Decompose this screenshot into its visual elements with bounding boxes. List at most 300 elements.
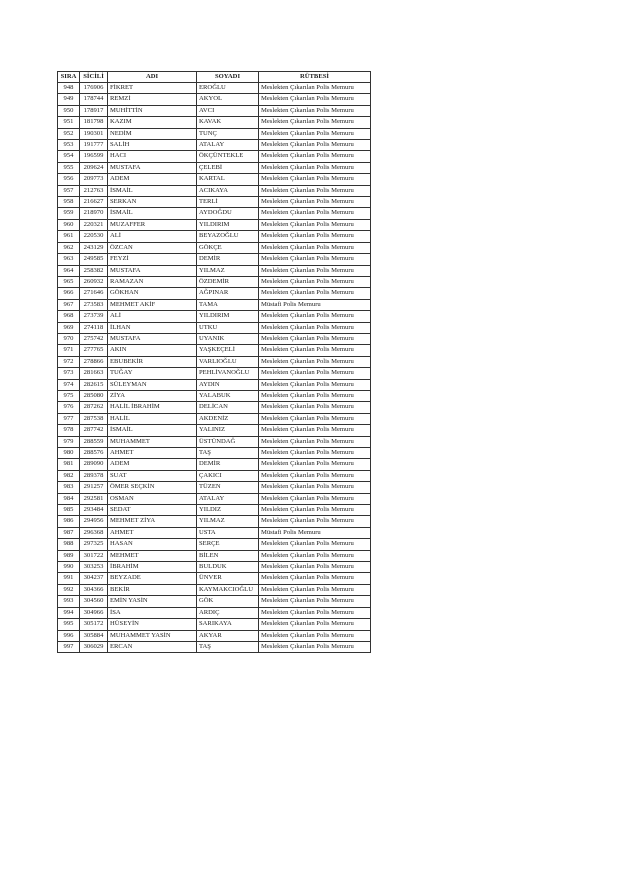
header-sira: SIRA [58,72,80,83]
table-row [58,322,371,333]
cell-sira: 950 [58,105,80,116]
cell-sira: 986 [58,516,80,527]
cell-sicili: 275742 [80,333,108,344]
cell-soyadi: TAŞ [197,448,259,459]
cell-soyadi: ÜNVER [197,573,259,584]
cell-adi: İBRAHİM [108,562,197,573]
cell-rutbesi: Meslekten Çıkarılan Polis Memuru [259,288,371,299]
cell-rutbesi: Meslekten Çıkarılan Polis Memuru [259,630,371,641]
cell-sicili: 218970 [80,208,108,219]
cell-sira: 980 [58,448,80,459]
cell-soyadi: AYDIN [197,379,259,390]
cell-rutbesi: Meslekten Çıkarılan Polis Memuru [259,562,371,573]
table-row [58,265,371,276]
cell-sira: 993 [58,596,80,607]
cell-adi: GÖKHAN [108,288,197,299]
table-row [58,448,371,459]
cell-sicili: 220321 [80,219,108,230]
cell-adi: SALİH [108,140,197,151]
table-row [58,493,371,504]
cell-rutbesi: Meslekten Çıkarılan Polis Memuru [259,356,371,367]
cell-soyadi: AKDENİZ [197,413,259,424]
cell-sicili: 243129 [80,242,108,253]
cell-sira: 976 [58,402,80,413]
cell-adi: MEHMET ZİYA [108,516,197,527]
cell-adi: BEYZADE [108,573,197,584]
cell-soyadi: ÇELEBİ [197,162,259,173]
cell-soyadi: BEYAZOĞLU [197,231,259,242]
header-soyadi: SOYADI [197,72,259,83]
cell-sicili: 176906 [80,83,108,94]
cell-sira: 997 [58,641,80,652]
cell-sicili: 190301 [80,128,108,139]
cell-rutbesi: Müstafi Polis Memuru [259,299,371,310]
cell-soyadi: YILMAZ [197,516,259,527]
cell-sira: 951 [58,117,80,128]
table-row [58,208,371,219]
table-row [58,584,371,595]
table-row [58,288,371,299]
cell-soyadi: YILMAZ [197,265,259,276]
table-row [58,505,371,516]
table-body [58,83,371,653]
table-row [58,619,371,630]
table-row [58,333,371,344]
cell-sicili: 212763 [80,185,108,196]
cell-sira: 984 [58,493,80,504]
cell-rutbesi: Meslekten Çıkarılan Polis Memuru [259,448,371,459]
cell-sira: 988 [58,539,80,550]
table-row [58,174,371,185]
table-row [58,117,371,128]
cell-sira: 975 [58,390,80,401]
cell-sira: 987 [58,527,80,538]
cell-sira: 983 [58,482,80,493]
table-row [58,231,371,242]
cell-rutbesi: Meslekten Çıkarılan Polis Memuru [259,390,371,401]
cell-sira: 952 [58,128,80,139]
cell-adi: İSA [108,607,197,618]
cell-rutbesi: Meslekten Çıkarılan Polis Memuru [259,596,371,607]
cell-adi: MUHAMMET YASİN [108,630,197,641]
cell-rutbesi: Meslekten Çıkarılan Polis Memuru [259,94,371,105]
cell-rutbesi: Meslekten Çıkarılan Polis Memuru [259,550,371,561]
cell-rutbesi: Meslekten Çıkarılan Polis Memuru [259,573,371,584]
cell-soyadi: UTKU [197,322,259,333]
cell-rutbesi: Meslekten Çıkarılan Polis Memuru [259,516,371,527]
cell-soyadi: DELİCAN [197,402,259,413]
table-row [58,402,371,413]
cell-rutbesi: Meslekten Çıkarılan Polis Memuru [259,322,371,333]
cell-sicili: 305884 [80,630,108,641]
cell-soyadi: YILDIRIM [197,219,259,230]
cell-rutbesi: Müstafi Polis Memuru [259,527,371,538]
cell-soyadi: SARIKAYA [197,619,259,630]
cell-rutbesi: Meslekten Çıkarılan Polis Memuru [259,470,371,481]
cell-soyadi: EROĞLU [197,83,259,94]
cell-sicili: 282615 [80,379,108,390]
cell-soyadi: TERLİ [197,197,259,208]
cell-adi: BEKİR [108,584,197,595]
table-row [58,242,371,253]
cell-adi: ADEM [108,174,197,185]
cell-soyadi: AYDOĞDU [197,208,259,219]
cell-sira: 981 [58,459,80,470]
table-row [58,140,371,151]
cell-sicili: 258382 [80,265,108,276]
cell-sicili: 297325 [80,539,108,550]
cell-rutbesi: Meslekten Çıkarılan Polis Memuru [259,641,371,652]
table-row [58,539,371,550]
cell-sira: 969 [58,322,80,333]
cell-adi: EMİN YASİN [108,596,197,607]
cell-soyadi: VARLIOĞLU [197,356,259,367]
cell-sicili: 278866 [80,356,108,367]
cell-rutbesi: Meslekten Çıkarılan Polis Memuru [259,493,371,504]
cell-sira: 995 [58,619,80,630]
cell-rutbesi: Meslekten Çıkarılan Polis Memuru [259,83,371,94]
cell-rutbesi: Meslekten Çıkarılan Polis Memuru [259,140,371,151]
cell-soyadi: YAŞKEÇELİ [197,345,259,356]
cell-rutbesi: Meslekten Çıkarılan Polis Memuru [259,219,371,230]
cell-sicili: 196599 [80,151,108,162]
table-row [58,550,371,561]
cell-soyadi: ACIKAYA [197,185,259,196]
cell-soyadi: GÖK [197,596,259,607]
table-row [58,390,371,401]
cell-rutbesi: Meslekten Çıkarılan Polis Memuru [259,607,371,618]
cell-sicili: 271646 [80,288,108,299]
cell-rutbesi: Meslekten Çıkarılan Polis Memuru [259,254,371,265]
table-row [58,94,371,105]
cell-rutbesi: Meslekten Çıkarılan Polis Memuru [259,333,371,344]
cell-sira: 970 [58,333,80,344]
cell-rutbesi: Meslekten Çıkarılan Polis Memuru [259,505,371,516]
cell-rutbesi: Meslekten Çıkarılan Polis Memuru [259,539,371,550]
table-row [58,470,371,481]
cell-adi: ALİ [108,311,197,322]
table-row [58,356,371,367]
cell-soyadi: ÖZDEMİR [197,276,259,287]
cell-sicili: 209773 [80,174,108,185]
cell-soyadi: AKYOL [197,94,259,105]
cell-adi: ÖMER SEÇKİN [108,482,197,493]
cell-adi: MUZAFFER [108,219,197,230]
cell-sira: 996 [58,630,80,641]
cell-rutbesi: Meslekten Çıkarılan Polis Memuru [259,311,371,322]
cell-rutbesi: Meslekten Çıkarılan Polis Memuru [259,242,371,253]
header-sicili: SİCİLİ [80,72,108,83]
cell-sicili: 296368 [80,527,108,538]
cell-sira: 985 [58,505,80,516]
cell-adi: RAMAZAN [108,276,197,287]
cell-sicili: 273739 [80,311,108,322]
cell-rutbesi: Meslekten Çıkarılan Polis Memuru [259,265,371,276]
personnel-table [57,71,371,653]
cell-rutbesi: Meslekten Çıkarılan Polis Memuru [259,482,371,493]
cell-sira: 971 [58,345,80,356]
cell-adi: İSMAİL [108,185,197,196]
cell-soyadi: USTA [197,527,259,538]
cell-adi: TUĞAY [108,368,197,379]
table-row [58,562,371,573]
cell-soyadi: SERÇE [197,539,259,550]
cell-soyadi: AVCI [197,105,259,116]
cell-soyadi: KARTAL [197,174,259,185]
cell-sira: 990 [58,562,80,573]
cell-sira: 964 [58,265,80,276]
cell-rutbesi: Meslekten Çıkarılan Polis Memuru [259,128,371,139]
cell-sicili: 260932 [80,276,108,287]
table-row [58,516,371,527]
table-row [58,482,371,493]
cell-soyadi: PEHLİVANOĞLU [197,368,259,379]
cell-sicili: 306029 [80,641,108,652]
table-row [58,573,371,584]
cell-adi: MUSTAFA [108,333,197,344]
cell-adi: KAZIM [108,117,197,128]
table-row [58,345,371,356]
cell-soyadi: YILDIRIM [197,311,259,322]
cell-sicili: 304966 [80,607,108,618]
cell-adi: OSMAN [108,493,197,504]
cell-sicili: 294956 [80,516,108,527]
cell-sicili: 287262 [80,402,108,413]
cell-soyadi: ÜSTÜNDAĞ [197,436,259,447]
cell-sira: 972 [58,356,80,367]
cell-sira: 954 [58,151,80,162]
cell-soyadi: YALINIZ [197,425,259,436]
cell-soyadi: TAŞ [197,641,259,652]
cell-sicili: 291257 [80,482,108,493]
cell-adi: SUAT [108,470,197,481]
cell-sicili: 273583 [80,299,108,310]
cell-sira: 982 [58,470,80,481]
cell-soyadi: DEMİR [197,459,259,470]
cell-sicili: 289378 [80,470,108,481]
cell-adi: HALİL İBRAHİM [108,402,197,413]
cell-adi: İSMAİL [108,425,197,436]
cell-sicili: 303253 [80,562,108,573]
cell-soyadi: KAVAK [197,117,259,128]
cell-sicili: 289090 [80,459,108,470]
table-row [58,459,371,470]
cell-adi: HALİL [108,413,197,424]
cell-adi: FİKRET [108,83,197,94]
cell-rutbesi: Meslekten Çıkarılan Polis Memuru [259,162,371,173]
cell-adi: ADEM [108,459,197,470]
cell-sicili: 292581 [80,493,108,504]
cell-adi: ALİ [108,231,197,242]
cell-adi: İSMAİL [108,208,197,219]
cell-rutbesi: Meslekten Çıkarılan Polis Memuru [259,208,371,219]
cell-rutbesi: Meslekten Çıkarılan Polis Memuru [259,619,371,630]
cell-sira: 959 [58,208,80,219]
cell-rutbesi: Meslekten Çıkarılan Polis Memuru [259,345,371,356]
cell-rutbesi: Meslekten Çıkarılan Polis Memuru [259,402,371,413]
table-row [58,105,371,116]
cell-rutbesi: Meslekten Çıkarılan Polis Memuru [259,459,371,470]
cell-sira: 948 [58,83,80,94]
cell-sicili: 287538 [80,413,108,424]
cell-sira: 949 [58,94,80,105]
cell-sira: 968 [58,311,80,322]
cell-sicili: 281663 [80,368,108,379]
cell-adi: REMZİ [108,94,197,105]
cell-sicili: 288559 [80,436,108,447]
cell-adi: EBUBEKİR [108,356,197,367]
cell-soyadi: DEMİR [197,254,259,265]
table-row [58,276,371,287]
table-row [58,219,371,230]
table-row [58,379,371,390]
cell-rutbesi: Meslekten Çıkarılan Polis Memuru [259,413,371,424]
cell-sira: 989 [58,550,80,561]
cell-rutbesi: Meslekten Çıkarılan Polis Memuru [259,185,371,196]
cell-sira: 955 [58,162,80,173]
cell-rutbesi: Meslekten Çıkarılan Polis Memuru [259,436,371,447]
cell-adi: FEYZİ [108,254,197,265]
table-row [58,641,371,652]
table-row [58,630,371,641]
cell-soyadi: TUNÇ [197,128,259,139]
header-rutbesi: RÜTBESİ [259,72,371,83]
cell-adi: MEHMET AKİF [108,299,197,310]
cell-rutbesi: Meslekten Çıkarılan Polis Memuru [259,174,371,185]
cell-sira: 974 [58,379,80,390]
cell-adi: ÖZCAN [108,242,197,253]
cell-soyadi: ÖKÇÜNTEKLE [197,151,259,162]
cell-sira: 966 [58,288,80,299]
cell-rutbesi: Meslekten Çıkarılan Polis Memuru [259,425,371,436]
cell-rutbesi: Meslekten Çıkarılan Polis Memuru [259,151,371,162]
cell-sicili: 178744 [80,94,108,105]
cell-sira: 978 [58,425,80,436]
cell-rutbesi: Meslekten Çıkarılan Polis Memuru [259,231,371,242]
cell-adi: SEDAT [108,505,197,516]
cell-soyadi: ARDIÇ [197,607,259,618]
cell-sicili: 274118 [80,322,108,333]
table-row [58,311,371,322]
cell-sira: 962 [58,242,80,253]
cell-sira: 957 [58,185,80,196]
cell-soyadi: KAYMAKCIOĞLU [197,584,259,595]
table-row [58,368,371,379]
cell-sicili: 304560 [80,596,108,607]
cell-sira: 979 [58,436,80,447]
cell-sicili: 301722 [80,550,108,561]
cell-rutbesi: Meslekten Çıkarılan Polis Memuru [259,197,371,208]
cell-sira: 961 [58,231,80,242]
cell-sicili: 249585 [80,254,108,265]
cell-sicili: 191777 [80,140,108,151]
cell-adi: MUHAMMET [108,436,197,447]
table-row [58,299,371,310]
cell-sira: 973 [58,368,80,379]
cell-rutbesi: Meslekten Çıkarılan Polis Memuru [259,368,371,379]
cell-soyadi: AKYAR [197,630,259,641]
header-adi: ADI [108,72,197,83]
table-row [58,436,371,447]
table-row [58,128,371,139]
cell-adi: ERCAN [108,641,197,652]
cell-sira: 994 [58,607,80,618]
cell-sira: 992 [58,584,80,595]
cell-sicili: 285080 [80,390,108,401]
cell-sicili: 220530 [80,231,108,242]
cell-sicili: 304237 [80,573,108,584]
cell-sicili: 277765 [80,345,108,356]
table-row [58,413,371,424]
cell-sicili: 209624 [80,162,108,173]
cell-sicili: 293484 [80,505,108,516]
cell-sicili: 288576 [80,448,108,459]
cell-sicili: 304366 [80,584,108,595]
cell-sicili: 305172 [80,619,108,630]
cell-rutbesi: Meslekten Çıkarılan Polis Memuru [259,117,371,128]
table-row [58,162,371,173]
cell-soyadi: BULDUK [197,562,259,573]
cell-rutbesi: Meslekten Çıkarılan Polis Memuru [259,105,371,116]
cell-adi: ZİYA [108,390,197,401]
cell-sicili: 178917 [80,105,108,116]
cell-adi: SÜLEYMAN [108,379,197,390]
cell-rutbesi: Meslekten Çıkarılan Polis Memuru [259,276,371,287]
cell-sira: 953 [58,140,80,151]
cell-soyadi: UYANIK [197,333,259,344]
cell-adi: AHMET [108,527,197,538]
cell-adi: MUHİTTİN [108,105,197,116]
table-row [58,607,371,618]
cell-soyadi: BİLEN [197,550,259,561]
cell-sira: 977 [58,413,80,424]
cell-adi: MEHMET [108,550,197,561]
cell-soyadi: ATALAY [197,140,259,151]
cell-soyadi: TÜZEN [197,482,259,493]
table-header-row [58,72,371,83]
table-row [58,197,371,208]
table-row [58,527,371,538]
cell-soyadi: TAMA [197,299,259,310]
cell-adi: MUSTAFA [108,162,197,173]
cell-rutbesi: Meslekten Çıkarılan Polis Memuru [259,379,371,390]
cell-soyadi: AĞPINAR [197,288,259,299]
cell-soyadi: YILDIZ [197,505,259,516]
table-row [58,151,371,162]
cell-sicili: 216627 [80,197,108,208]
cell-sira: 965 [58,276,80,287]
cell-adi: HÜSEYİN [108,619,197,630]
cell-soyadi: ATALAY [197,493,259,504]
cell-sira: 960 [58,219,80,230]
cell-sira: 956 [58,174,80,185]
cell-sira: 991 [58,573,80,584]
cell-sira: 963 [58,254,80,265]
cell-adi: İLHAN [108,322,197,333]
cell-adi: SERKAN [108,197,197,208]
table-row [58,83,371,94]
cell-sira: 958 [58,197,80,208]
cell-soyadi: YALABUK [197,390,259,401]
cell-sicili: 287742 [80,425,108,436]
table-row [58,185,371,196]
cell-adi: AHMET [108,448,197,459]
cell-sira: 967 [58,299,80,310]
cell-rutbesi: Meslekten Çıkarılan Polis Memuru [259,584,371,595]
cell-sicili: 181798 [80,117,108,128]
table-row [58,254,371,265]
cell-adi: HACI [108,151,197,162]
